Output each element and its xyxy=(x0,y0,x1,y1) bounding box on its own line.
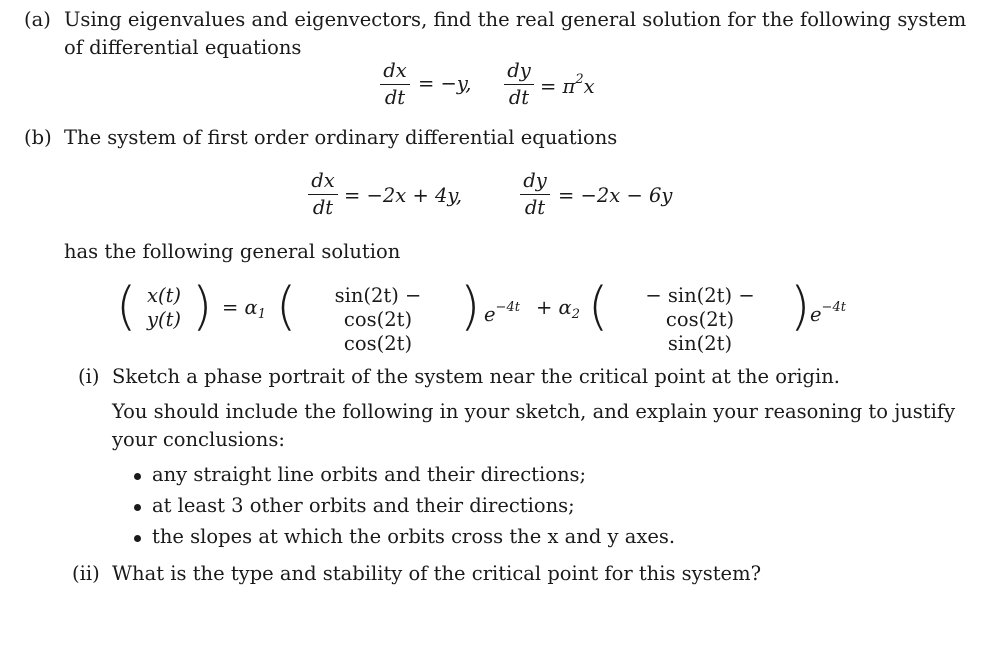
solution-lhs-vector: x(t) y(t) xyxy=(146,284,182,331)
part-a-text-line1: Using eigenvalues and eigenvectors, find the real general solution for the following system xyxy=(64,8,967,31)
part-a-text-line2: of differential equations xyxy=(64,36,302,59)
frac-numerator: dy xyxy=(507,59,531,82)
part-b-text-line1: The system of first order ordinary differential equations xyxy=(64,126,618,149)
equation-rhs: = −y, xyxy=(418,72,472,95)
left-paren: ( xyxy=(588,277,609,337)
fraction-bar xyxy=(504,84,534,85)
left-paren: ( xyxy=(276,277,297,337)
list-item: at least 3 other orbits and their directions; xyxy=(152,494,575,517)
right-paren: ) xyxy=(192,277,213,337)
equation-rhs: = $\pi^2x$ xyxy=(540,72,595,98)
eigenvector-1: sin(2t) − cos(2t) cos(2t) xyxy=(334,284,422,355)
part-ii-label: (ii) xyxy=(72,562,100,585)
bullet-marker xyxy=(134,504,141,511)
bullet-marker xyxy=(134,473,141,480)
exponential-factor-2: $e^{-4t}$ xyxy=(810,300,846,326)
fraction-bar xyxy=(308,194,338,195)
equation-rhs: = −2x + 4y, xyxy=(344,184,463,207)
fraction-bar xyxy=(520,194,550,195)
equation-rhs: = −2x − 6y xyxy=(558,184,673,207)
fraction-bar xyxy=(380,84,410,85)
list-item: the slopes at which the orbits cross the x and y axes. xyxy=(152,525,676,548)
part-i-text-line3: your conclusions: xyxy=(112,428,285,451)
bullet-marker xyxy=(134,535,141,542)
frac-denominator: dt xyxy=(524,196,546,219)
part-i-text-line2: You should include the following in your sketch, and explain your reasoning to justify xyxy=(112,400,956,423)
alpha-2-coefficient: + $\alpha_2$ xyxy=(536,296,580,322)
exponential-factor-1: $e^{-4t}$ xyxy=(484,300,520,326)
right-paren: ) xyxy=(460,277,481,337)
frac-denominator: dt xyxy=(384,86,406,109)
frac-denominator: dt xyxy=(312,196,334,219)
part-b-solution-intro: has the following general solution xyxy=(64,240,401,263)
left-paren: ( xyxy=(116,277,137,337)
right-paren: ) xyxy=(790,277,811,337)
frac-numerator: dy xyxy=(523,169,547,192)
part-b-label: (b) xyxy=(24,126,52,149)
part-i-label: (i) xyxy=(78,365,100,388)
frac-numerator: dx xyxy=(383,59,407,82)
frac-numerator: dx xyxy=(311,169,335,192)
part-ii-text: What is the type and stability of the critical point for this system? xyxy=(112,562,762,585)
frac-denominator: dt xyxy=(508,86,530,109)
list-item: any straight line orbits and their directions; xyxy=(152,463,587,486)
eigenvector-2: − sin(2t) − cos(2t) sin(2t) xyxy=(645,284,755,355)
part-a-label: (a) xyxy=(24,8,51,31)
alpha-1-coefficient: = $\alpha_1$ xyxy=(222,296,266,322)
part-i-text-line1: Sketch a phase portrait of the system near the critical point at the origin. xyxy=(112,365,840,388)
